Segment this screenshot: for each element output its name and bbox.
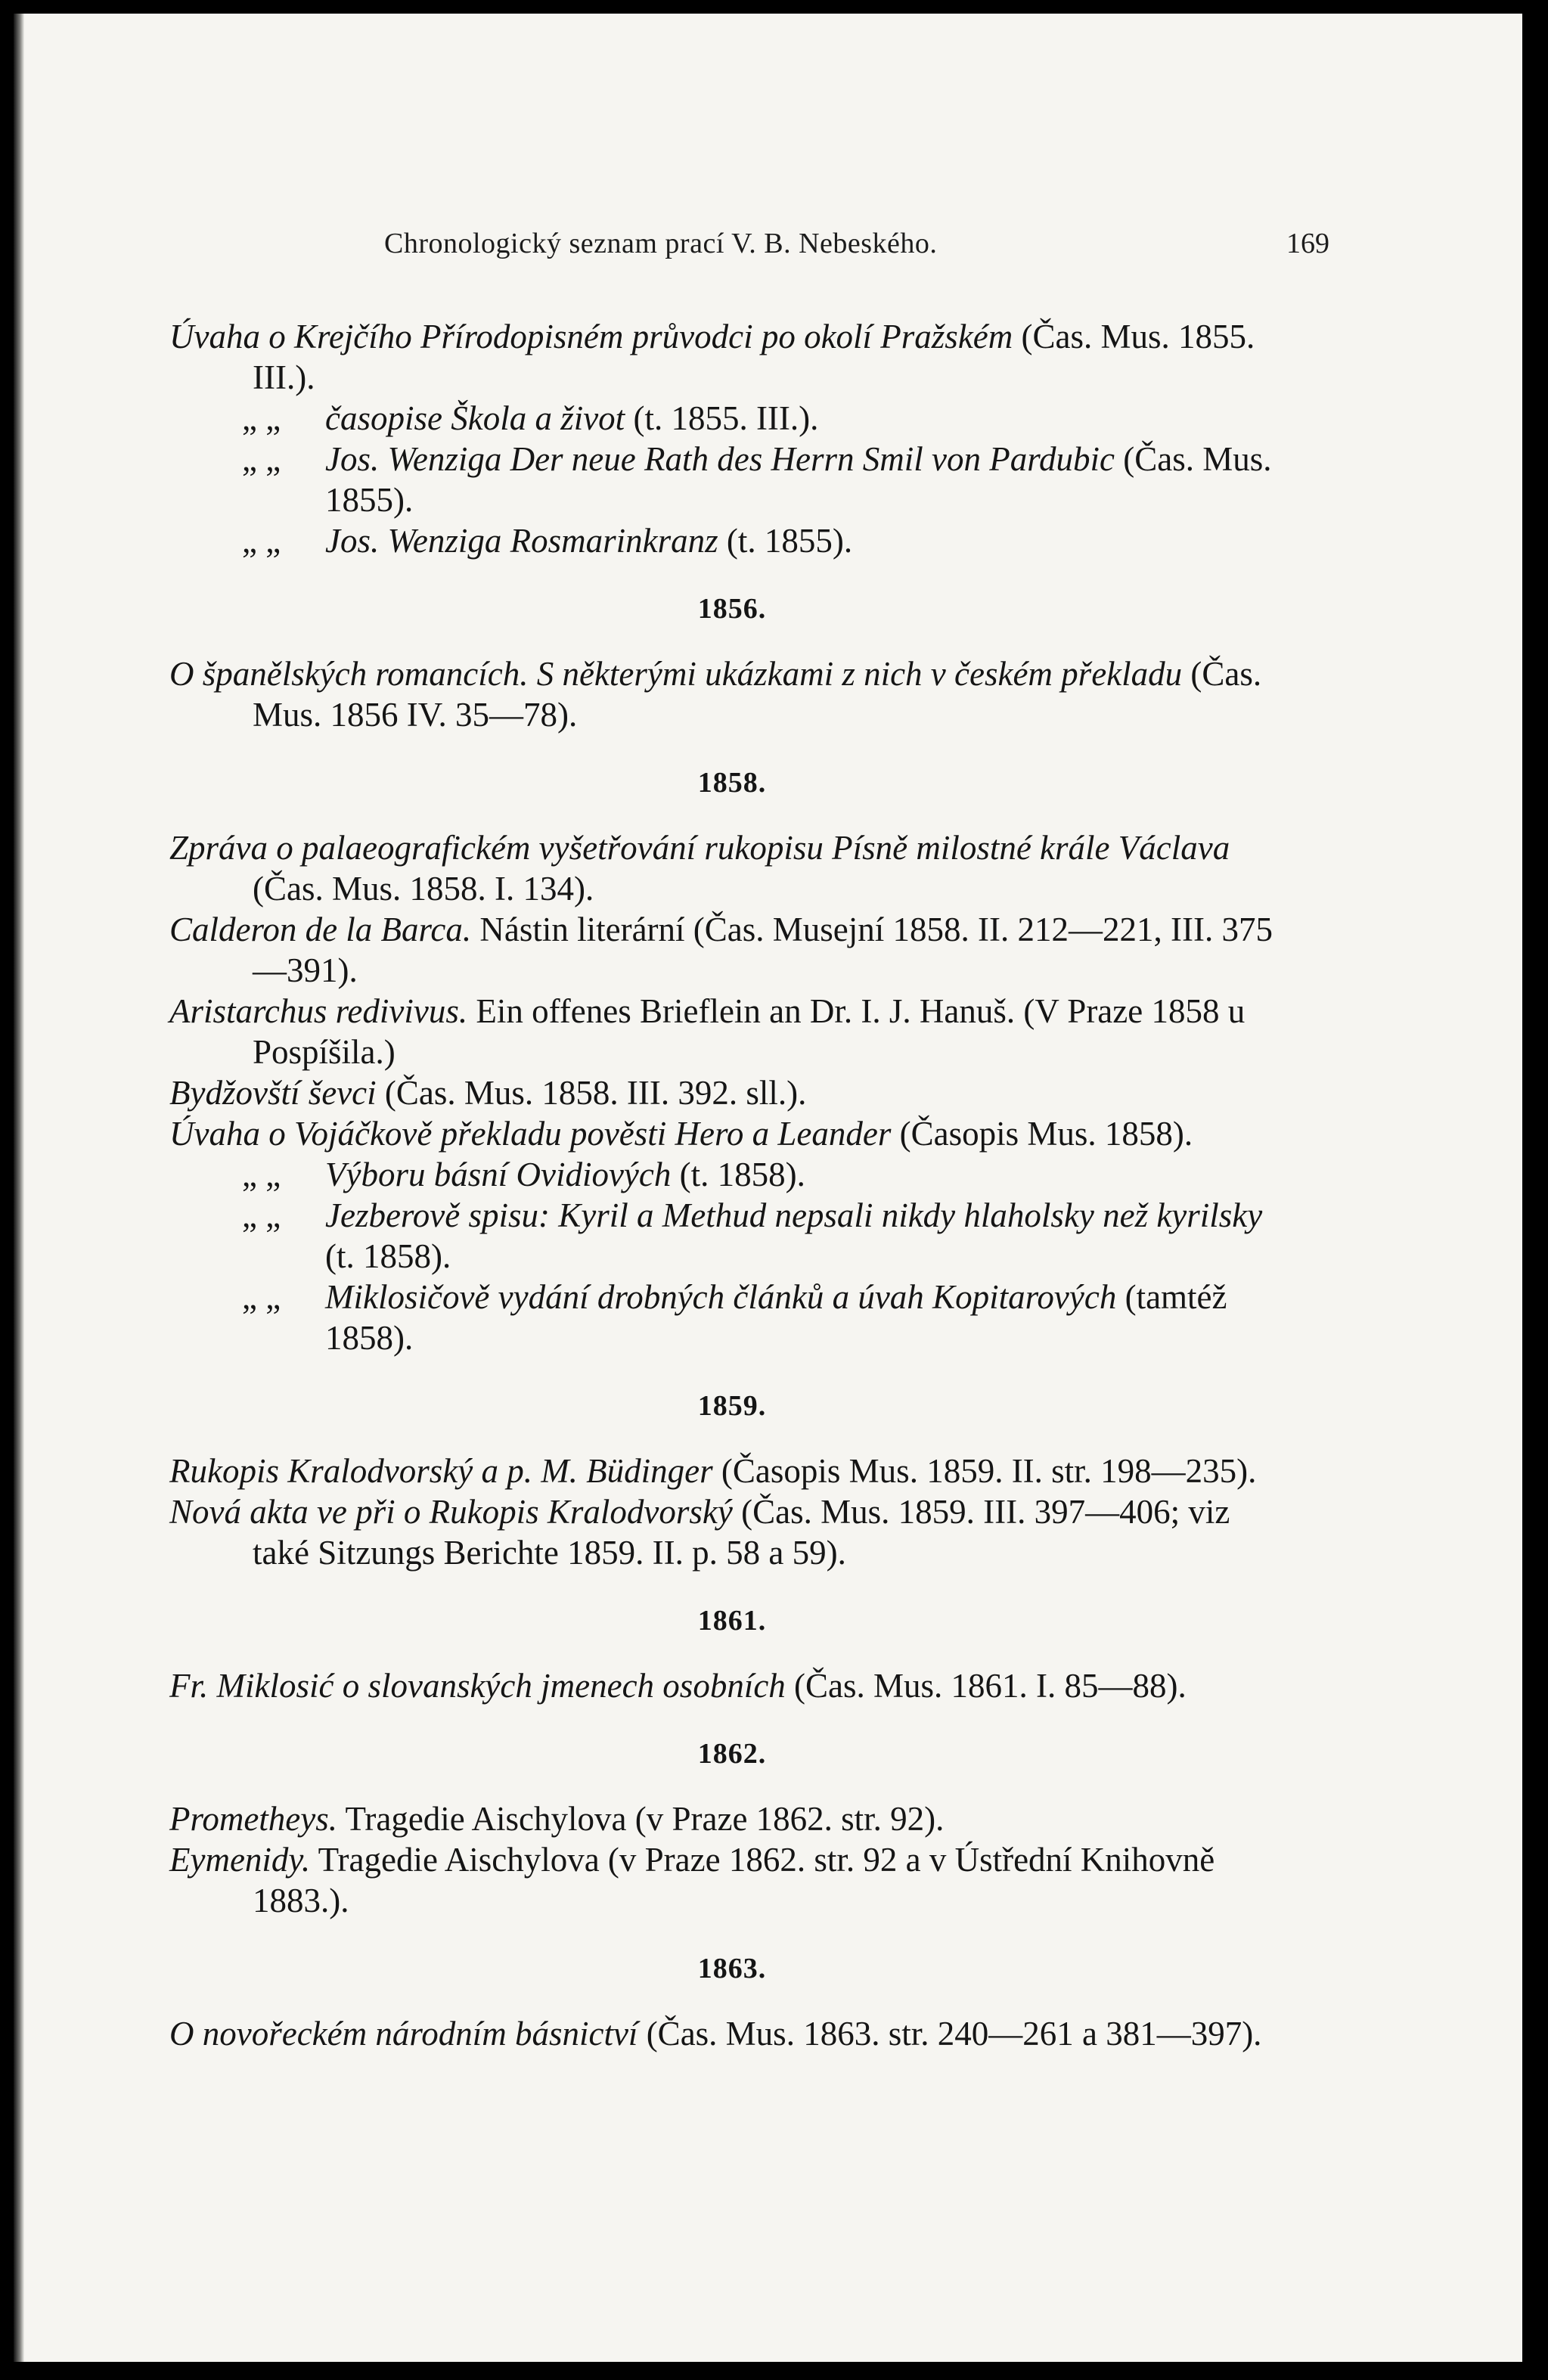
year-heading: 1858. bbox=[697, 767, 767, 799]
publication-details: (Čas. Mus. 1859. III. 397—406; viz také Sitzungs Berichte 1859. II. p. 58 a 59). bbox=[253, 1493, 1230, 1572]
page-edge-shadow bbox=[14, 14, 24, 2362]
bibliography-entry bbox=[169, 1491, 1295, 1573]
running-header bbox=[384, 227, 1329, 272]
publication-details: (Čas. Mus. 1863. str. 240—261 a 381—397). bbox=[638, 2015, 1262, 2053]
year-heading: 1856. bbox=[697, 593, 767, 625]
bibliography-entry bbox=[169, 1072, 1295, 1113]
page-number: 169 bbox=[1286, 228, 1329, 259]
publication-details: (Časopis Mus. 1859. II. str. 198—235). bbox=[712, 1452, 1257, 1490]
header-title: Chronologický seznam prací V. B. Nebeského. bbox=[384, 228, 938, 259]
year-heading: 1861. bbox=[697, 1605, 767, 1637]
bibliography-entry bbox=[169, 827, 1295, 909]
work-title: Jos. Wenziga Der neue Rath des Herrn Smil von Pardubic bbox=[325, 440, 1115, 478]
bibliography-entry bbox=[169, 1154, 1295, 1195]
year-heading: 1862. bbox=[697, 1738, 767, 1770]
ditto-mark: „ „ bbox=[242, 1156, 281, 1193]
year-heading: 1863. bbox=[697, 1953, 767, 1984]
publication-details: (t. 1858). bbox=[325, 1237, 451, 1275]
work-title: Miklosičově vydání drobných článků a úvah Kopitarových bbox=[325, 1278, 1117, 1316]
bibliography-entry bbox=[169, 2013, 1295, 2054]
ditto-mark: „ „ bbox=[242, 1196, 281, 1234]
work-title: časopise Škola a život bbox=[325, 399, 625, 437]
work-title: Fr. Miklosić o slovanských jmenech osobních bbox=[169, 1667, 786, 1705]
publication-details: (Čas. Mus. 1856 IV. 35—78). bbox=[253, 655, 1262, 734]
book-page bbox=[14, 14, 1522, 2362]
publication-details: Tragedie Aischylova (v Praze 1862. str. 92 a v Ústřední Knihovně 1883.). bbox=[253, 1841, 1215, 1919]
work-title: Bydžovští ševci bbox=[169, 1074, 377, 1112]
bibliography-entry bbox=[169, 1451, 1295, 1491]
publication-details: (Čas. Mus. 1858. I. 134). bbox=[253, 870, 594, 908]
bibliography-entry bbox=[169, 1195, 1295, 1277]
bibliography-entry bbox=[169, 439, 1295, 520]
bibliography-list bbox=[169, 316, 1295, 2054]
ditto-mark: „ „ bbox=[242, 399, 281, 437]
work-title: Calderon de la Barca. bbox=[169, 911, 472, 948]
bibliography-entry bbox=[169, 1665, 1295, 1706]
publication-details: Ein offenes Brieflein an Dr. I. J. Hanuš. (V Praze 1858 u Pospíšila.) bbox=[253, 992, 1246, 1071]
bibliography-entry bbox=[169, 1113, 1295, 1154]
publication-details: Nástin literární (Čas. Musejní 1858. II. 212—221, III. 375—391). bbox=[253, 911, 1273, 989]
year-heading: 1859. bbox=[697, 1390, 767, 1422]
publication-details: (t. 1855. III.). bbox=[625, 399, 819, 437]
work-title: Aristarchus redivivus. bbox=[169, 992, 468, 1030]
publication-details: (tamtéž 1858). bbox=[325, 1278, 1227, 1357]
publication-details: Tragedie Aischylova (v Praze 1862. str. 92). bbox=[337, 1800, 945, 1838]
publication-details: (Čas. Mus. 1855. III.). bbox=[253, 318, 1255, 396]
publication-details: (Čas. Mus. 1855). bbox=[325, 440, 1272, 519]
publication-details: (Čas. Mus. 1861. I. 85—88). bbox=[785, 1667, 1187, 1705]
publication-details: (Čas. Mus. 1858. III. 392. sll.). bbox=[376, 1074, 807, 1112]
ditto-mark: „ „ bbox=[242, 1278, 281, 1316]
work-title: Úvaha o Krejčího Přírodopisném průvodci po okolí Pražském bbox=[169, 318, 1013, 355]
publication-details: (t. 1858). bbox=[671, 1156, 805, 1193]
ditto-mark: „ „ bbox=[242, 440, 281, 478]
bibliography-entry bbox=[169, 1277, 1295, 1358]
work-title: O novořeckém národním básnictví bbox=[169, 2015, 638, 2053]
publication-details: (t. 1855). bbox=[718, 522, 853, 560]
work-title: Eymenidy. bbox=[169, 1841, 311, 1879]
publication-details: (Časopis Mus. 1858). bbox=[891, 1115, 1193, 1153]
bibliography-entry bbox=[169, 520, 1295, 561]
bibliography-entry bbox=[169, 909, 1295, 991]
bibliography-entry bbox=[169, 316, 1295, 398]
work-title: Prometheys. bbox=[169, 1800, 338, 1838]
work-title: Úvaha o Vojáčkově překladu pověsti Hero a Leander bbox=[169, 1115, 892, 1153]
bibliography-entry bbox=[169, 1798, 1295, 1839]
bibliography-entry bbox=[169, 398, 1295, 439]
work-title: Výboru básní Ovidiových bbox=[325, 1156, 672, 1193]
bibliography-entry bbox=[169, 653, 1295, 735]
bibliography-entry bbox=[169, 991, 1295, 1072]
work-title: Jos. Wenziga Rosmarinkranz bbox=[325, 522, 718, 560]
work-title: Nová akta ve při o Rukopis Kralodvorský bbox=[169, 1493, 733, 1531]
bibliography-entry bbox=[169, 1839, 1295, 1921]
work-title: Rukopis Kralodvorský a p. M. Büdinger bbox=[169, 1452, 713, 1490]
work-title: Zpráva o palaeografickém vyšetřování rukopisu Písně milostné krále Václava bbox=[169, 829, 1230, 867]
ditto-mark: „ „ bbox=[242, 522, 281, 560]
work-title: O španělských romancích. S některými ukázkami z nich v českém překladu bbox=[169, 655, 1183, 693]
work-title: Jezberově spisu: Kyril a Methud nepsali nikdy hlaholsky než kyrilsky bbox=[325, 1196, 1263, 1234]
